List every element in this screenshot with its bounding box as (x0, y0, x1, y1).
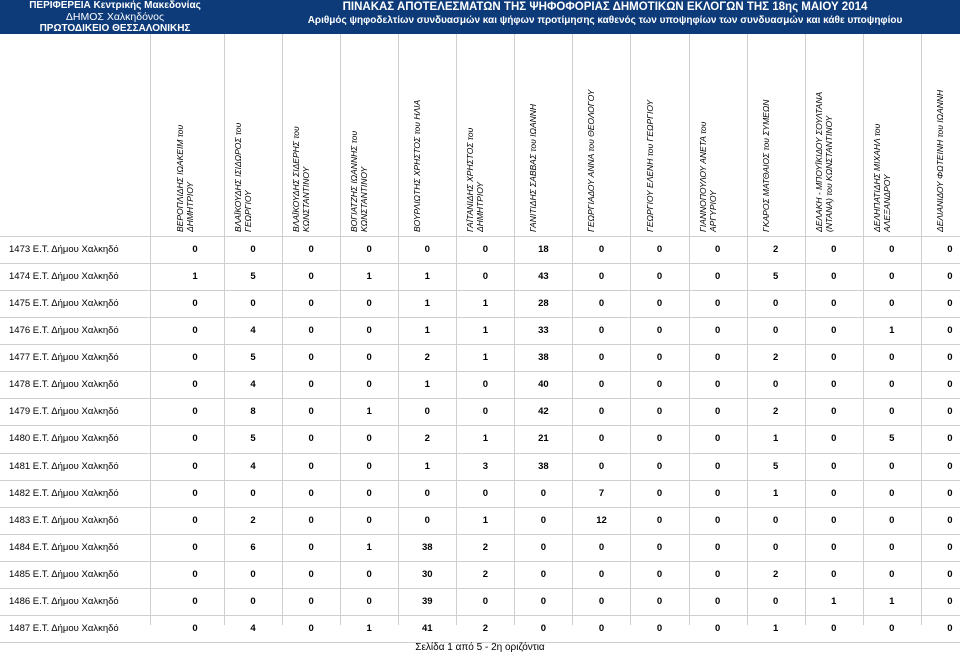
vote-count-cell: 0 (773, 379, 779, 391)
vote-count-cell: 0 (192, 541, 198, 553)
vote-count-cell: 0 (947, 622, 953, 634)
vote-count-cell: 0 (656, 271, 663, 283)
vote-count-cell: 4 (250, 379, 256, 391)
vote-count-cell: 0 (598, 352, 605, 364)
vote-count-cell: 0 (366, 352, 372, 364)
vote-count-cell: 0 (482, 244, 488, 255)
vote-count-cell: 0 (308, 541, 314, 553)
table-row (0, 595, 960, 609)
table-row (0, 432, 960, 446)
vote-count-cell: 0 (598, 541, 605, 553)
vote-count-cell: 2 (773, 352, 779, 364)
table-row (0, 622, 960, 636)
vote-count-cell: 0 (540, 622, 547, 634)
vote-count-cell: 5 (889, 433, 895, 445)
vote-count-cell: 0 (947, 325, 953, 337)
candidate-name-line: ΓΑΝΙΤΙΔΗΣ ΣΑΒΒΑΣ του ΙΩΑΝΝΗ (528, 103, 539, 232)
vote-count-cell: 0 (308, 379, 314, 391)
polling-station-name: 1485 Ε.Τ. Δήμου Χαλκηδό (9, 568, 119, 580)
vote-count-cell: 0 (308, 433, 314, 445)
org-region: ΠΕΡΙΦΕΡΕΙΑ Κεντρικής Μακεδονίας (29, 0, 201, 11)
document-title: ΠΙΝΑΚΑΣ ΑΠΟΤΕΛΕΣΜΑΤΩΝ ΤΗΣ ΨΗΦΟΦΟΡΙΑΣ ΔΗΜΟΤΙΚΩΝ ΕΚΛΟΓΩΝ ΤΗΣ 18ης ΜΑΙΟΥ 2014 (342, 1, 868, 13)
vote-count-cell: 1 (366, 406, 372, 418)
vote-count-cell: 0 (540, 568, 547, 580)
polling-station-name: 1479 Ε.Τ. Δήμου Χαλκηδό (9, 406, 119, 418)
vote-count-cell: 0 (656, 298, 663, 310)
table-row (0, 514, 960, 528)
vote-count-cell: 28 (538, 298, 549, 310)
vote-count-cell: 1 (482, 514, 488, 526)
vote-count-cell: 0 (366, 595, 372, 607)
vote-count-cell: 1 (482, 352, 488, 364)
vote-count-cell: 0 (831, 325, 837, 337)
candidate-name-line: ΓΚΑΡΟΣ ΜΑΤΘΑΙΟΣ του ΣΥΜΕΩΝ (760, 99, 771, 232)
vote-count-cell: 2 (250, 514, 256, 526)
vote-count-cell: 0 (831, 622, 837, 634)
table-row (0, 324, 960, 338)
polling-station-name: 1484 Ε.Τ. Δήμου Χαλκηδό (9, 541, 119, 553)
vote-count-cell: 0 (889, 379, 895, 391)
vote-count-cell: 0 (424, 244, 430, 255)
vote-count-cell: 0 (889, 271, 895, 283)
candidate-name-line: ΓΕΩΡΓΙΑΔΟΥ ΑΝΝΑ του ΘΕΟΛΟΓΟΥ (586, 89, 597, 232)
vote-count-cell: 0 (773, 595, 779, 607)
table-row (0, 487, 960, 501)
vote-count-cell: 5 (250, 271, 256, 283)
vote-count-cell: 0 (250, 487, 256, 499)
vote-count-cell: 0 (889, 352, 895, 364)
vote-count-cell: 0 (598, 568, 605, 580)
candidate-name-line: ΓΑΪΤΑΝΙΔΗΣ ΧΡΗΣΤΟΣ του (465, 127, 476, 232)
vote-count-cell: 0 (714, 487, 721, 499)
vote-count-cell: 0 (192, 622, 198, 634)
vote-count-cell: 40 (538, 379, 549, 391)
vote-count-cell: 0 (598, 325, 605, 337)
vote-count-cell: 3 (482, 460, 488, 472)
polling-station-name: 1486 Ε.Τ. Δήμου Χαλκηδό (9, 595, 119, 607)
vote-count-cell: 33 (538, 325, 549, 337)
vote-count-cell: 0 (366, 379, 372, 391)
vote-count-cell: 2 (482, 622, 488, 634)
vote-count-cell: 18 (538, 244, 549, 255)
vote-count-cell: 0 (308, 244, 314, 255)
vote-count-cell: 0 (308, 325, 314, 337)
polling-station-name: 1475 Ε.Τ. Δήμου Χαλκηδό (9, 298, 119, 310)
vote-count-cell: 0 (889, 298, 895, 310)
vote-count-cell: 41 (421, 622, 433, 634)
candidate-name-line: ΓΙΑΝΝΟΠΟΥΛΟΥ ΑΝΕΤΑ του (697, 121, 708, 232)
candidate-name-line: ΑΡΓΥΡΙΟΥ (707, 190, 718, 232)
candidate-name-line: (ΝΤΑΝΑ) του ΚΩΝΣΤΑΝΤΙΝΟΥ (823, 115, 834, 232)
vote-count-cell: 0 (947, 568, 953, 580)
vote-count-cell: 0 (947, 298, 953, 310)
vote-count-cell: 0 (308, 406, 314, 418)
vote-count-cell: 0 (714, 595, 721, 607)
vote-count-cell: 0 (831, 568, 837, 580)
vote-count-cell: 0 (714, 271, 721, 283)
polling-station-name: 1483 Ε.Τ. Δήμου Χαλκηδό (9, 514, 119, 526)
vote-count-cell: 1 (889, 595, 895, 607)
vote-count-cell: 0 (540, 595, 547, 607)
vote-count-cell: 0 (366, 460, 372, 472)
vote-count-cell: 0 (831, 487, 837, 499)
table-row (0, 568, 960, 582)
organization-block (0, 0, 230, 35)
vote-count-cell: 0 (831, 541, 837, 553)
vote-count-cell: 0 (656, 622, 663, 634)
vote-count-cell: 0 (482, 487, 488, 499)
vote-count-cell: 0 (366, 487, 372, 499)
row-separator (0, 263, 960, 264)
vote-count-cell: 1 (366, 622, 372, 634)
vote-count-cell: 0 (192, 244, 198, 255)
vote-count-cell: 2 (424, 352, 430, 364)
row-separator (0, 344, 960, 345)
org-municipality: ΔΗΜΟΣ Χαλκηδόνος (65, 10, 165, 23)
vote-count-cell: 0 (714, 514, 721, 526)
vote-count-cell: 0 (831, 514, 837, 526)
candidate-name-line: ΒΛΑΪΚΟΥΔΗΣ ΣΙΔΕΡΗΣ του (291, 126, 302, 232)
polling-station-name: 1487 Ε.Τ. Δήμου Χαλκηδό (9, 622, 119, 634)
vote-count-cell: 0 (366, 514, 372, 526)
candidate-name-line: ΔΗΜΗΤΡΙΟΥ (185, 181, 195, 232)
vote-count-cell: 0 (947, 244, 953, 255)
candidate-name-line: ΓΕΩΡΓΙΟΥ ΕΛΕΝΗ του ΓΕΩΡΓΙΟΥ (644, 99, 655, 232)
vote-count-cell: 0 (192, 568, 198, 580)
vote-count-cell: 0 (656, 379, 663, 391)
vote-count-cell: 0 (250, 595, 256, 607)
vote-count-cell: 0 (831, 406, 837, 418)
vote-count-cell: 2 (773, 244, 779, 255)
vote-count-cell: 4 (250, 622, 256, 634)
row-separator (0, 534, 960, 535)
vote-count-cell: 0 (889, 406, 895, 418)
vote-count-cell: 0 (773, 514, 779, 526)
vote-count-cell: 0 (250, 568, 256, 580)
vote-count-cell: 0 (947, 379, 953, 391)
vote-count-cell: 2 (424, 433, 430, 445)
row-separator (0, 236, 960, 237)
table-row (0, 243, 960, 257)
table-row (0, 351, 960, 365)
vote-count-cell: 0 (308, 595, 314, 607)
vote-count-cell: 0 (192, 379, 198, 391)
vote-count-cell: 1 (773, 622, 779, 634)
vote-count-cell: 0 (598, 595, 605, 607)
vote-count-cell: 5 (773, 460, 779, 472)
candidate-name-line: ΒΟΓΙΑΤΖΗΣ ΙΩΑΝΝΗΣ του (349, 130, 360, 232)
vote-count-cell: 5 (773, 271, 779, 283)
vote-count-cell: 0 (366, 433, 372, 445)
vote-count-cell: 1 (482, 325, 488, 337)
vote-count-cell: 1 (424, 298, 430, 310)
vote-count-cell: 0 (540, 487, 547, 499)
row-separator (0, 371, 960, 372)
vote-count-cell: 2 (482, 541, 488, 553)
vote-count-cell: 0 (308, 271, 314, 283)
vote-count-cell: 0 (714, 379, 721, 391)
vote-count-cell: 0 (656, 487, 663, 499)
vote-count-cell: 0 (308, 514, 314, 526)
row-separator (0, 588, 960, 589)
vote-count-cell: 0 (366, 298, 372, 310)
vote-count-cell: 0 (714, 433, 721, 445)
vote-count-cell: 0 (714, 244, 721, 255)
vote-count-cell: 0 (714, 325, 721, 337)
candidate-name-line: ΔΕΛΑΚΗ - ΜΠΟΥΪΚΙΔΟΥ ΣΟΥΛΤΑΝΑ (813, 91, 824, 232)
vote-count-cell: 0 (598, 244, 605, 255)
polling-station-name: 1481 Ε.Τ. Δήμου Χαλκηδό (9, 460, 119, 472)
vote-count-cell: 5 (250, 433, 256, 445)
polling-station-name: 1482 Ε.Τ. Δήμου Χαλκηδό (9, 487, 119, 499)
vote-count-cell: 0 (947, 406, 953, 418)
candidate-name-line: ΑΛΕΞΑΝΔΡΟΥ (881, 174, 892, 232)
vote-count-cell: 0 (308, 352, 314, 364)
vote-count-cell: 0 (366, 568, 372, 580)
vote-count-cell: 0 (598, 622, 605, 634)
vote-count-cell: 0 (714, 568, 721, 580)
vote-count-cell: 1 (424, 271, 430, 283)
row-separator (0, 317, 960, 318)
vote-count-cell: 1 (482, 433, 488, 445)
vote-count-cell: 0 (192, 460, 198, 472)
vote-count-cell: 38 (538, 352, 549, 364)
vote-count-cell: 0 (482, 379, 488, 391)
vote-count-cell: 0 (947, 433, 953, 445)
candidate-name-line: ΚΩΝΣΤΑΝΤΙΝΟΥ (359, 166, 370, 232)
vote-count-cell: 0 (540, 514, 547, 526)
row-separator (0, 561, 960, 562)
vote-count-cell: 0 (192, 352, 198, 364)
vote-count-cell: 4 (250, 325, 256, 337)
vote-count-cell: 0 (889, 541, 895, 553)
vote-count-cell: 0 (947, 595, 953, 607)
row-separator (0, 425, 960, 426)
org-court: ΠΡΩΤΟΔΙΚΕΙΟ ΘΕΣΣΑΛΟΝΙΚΗΣ (39, 23, 191, 34)
polling-station-name: 1474 Ε.Τ. Δήμου Χαλκηδό (9, 271, 119, 283)
vote-count-cell: 0 (714, 622, 721, 634)
vote-count-cell: 0 (250, 244, 256, 255)
vote-count-cell: 0 (482, 271, 488, 283)
vote-count-cell: 0 (831, 271, 837, 283)
vote-count-cell: 0 (192, 487, 198, 499)
vote-count-cell: 1 (889, 325, 895, 337)
vote-count-cell: 0 (947, 514, 953, 526)
row-separator (0, 398, 960, 399)
vote-count-cell: 0 (714, 541, 721, 553)
vote-count-cell: 43 (538, 271, 549, 283)
vote-count-cell: 0 (831, 379, 837, 391)
polling-station-name: 1476 Ε.Τ. Δήμου Χαλκηδό (9, 325, 119, 337)
row-separator (0, 507, 960, 508)
table-row (0, 405, 960, 419)
vote-count-cell: 0 (192, 514, 198, 526)
vote-count-cell: 0 (656, 514, 663, 526)
vote-count-cell: 0 (192, 433, 198, 445)
vote-count-cell: 0 (947, 487, 953, 499)
candidate-name-line: ΒΛΑΪΚΟΥΔΗΣ ΙΣΙΔΩΡΟΣ του (233, 122, 244, 232)
vote-count-cell: 2 (773, 406, 779, 418)
vote-count-cell: 0 (598, 271, 605, 283)
candidate-name-line: ΔΕΛΗΠΑΤΙΔΗΣ ΜΙΧΑΗΛ του (871, 123, 882, 232)
vote-count-cell: 1 (192, 271, 198, 283)
vote-count-cell: 2 (773, 568, 779, 580)
vote-count-cell: 0 (598, 460, 605, 472)
vote-count-cell: 0 (598, 433, 605, 445)
row-separator (0, 453, 960, 454)
vote-count-cell: 0 (889, 514, 895, 526)
vote-count-cell: 38 (421, 541, 433, 553)
vote-count-cell: 4 (250, 460, 256, 472)
vote-count-cell: 0 (656, 352, 663, 364)
vote-count-cell: 0 (714, 406, 721, 418)
vote-count-cell: 0 (308, 460, 314, 472)
vote-count-cell: 1 (424, 460, 430, 472)
vote-count-cell: 0 (947, 460, 953, 472)
vote-count-cell: 1 (831, 595, 837, 607)
vote-count-cell: 42 (538, 406, 549, 418)
vote-count-cell: 0 (656, 460, 663, 472)
vote-count-cell: 0 (889, 622, 895, 634)
vote-count-cell: 0 (308, 298, 314, 310)
vote-count-cell: 0 (656, 595, 663, 607)
vote-count-cell: 0 (308, 622, 314, 634)
vote-count-cell: 39 (421, 595, 433, 607)
candidate-name-line: ΒΟΥΡΛΙΩΤΗΣ ΧΡΗΣΤΟΣ του ΗΛΙΑ (412, 99, 423, 232)
vote-count-cell: 0 (482, 595, 488, 607)
vote-count-cell: 7 (598, 487, 605, 499)
table-row (0, 460, 960, 474)
vote-count-cell: 0 (598, 406, 605, 418)
vote-count-cell: 0 (192, 595, 198, 607)
vote-count-cell: 1 (424, 325, 430, 337)
vote-count-cell: 0 (831, 298, 837, 310)
vote-count-cell: 0 (889, 568, 895, 580)
vote-count-cell: 2 (482, 568, 488, 580)
vote-count-cell: 0 (773, 325, 779, 337)
vote-count-cell: 1 (366, 271, 372, 283)
vote-count-cell: 0 (656, 406, 663, 418)
vote-count-cell: 0 (714, 298, 721, 310)
vote-count-cell: 0 (424, 514, 430, 526)
vote-count-cell: 1 (773, 487, 779, 499)
vote-count-cell: 0 (424, 487, 430, 499)
vote-count-cell: 0 (192, 406, 198, 418)
vote-count-cell: 0 (250, 298, 256, 310)
vote-count-cell: 1 (366, 541, 372, 553)
vote-count-cell: 0 (598, 379, 605, 391)
candidate-name-line: ΒΕΡΟΠΛΙΔΗΣ ΙΩΑΚΕΙΜ του (175, 124, 185, 232)
vote-count-cell: 0 (192, 298, 198, 310)
candidate-name-line: ΚΩΝΣΤΑΝΤΙΝΟΥ (301, 166, 312, 232)
vote-count-cell: 0 (889, 487, 895, 499)
vote-count-cell: 21 (538, 433, 549, 445)
polling-station-name: 1478 Ε.Τ. Δήμου Χαλκηδό (9, 379, 119, 391)
vote-count-cell: 0 (889, 460, 895, 472)
vote-count-cell: 0 (482, 406, 488, 418)
document-subtitle: Αριθμός ψηφοδελτίων συνδυασμών και ψήφων προτίμησης καθενός των υποψηφίων των συνδυασμών και κάθε υποψηφίου (307, 15, 903, 26)
vote-count-cell: 0 (366, 244, 372, 255)
vote-count-cell: 0 (656, 433, 663, 445)
row-separator (0, 480, 960, 481)
vote-count-cell: 12 (596, 514, 607, 526)
candidate-name-line: ΔΗΜΗΤΡΙΟΥ (475, 181, 486, 232)
vote-count-cell: 6 (250, 541, 256, 553)
vote-count-cell: 0 (889, 244, 895, 255)
vote-count-cell: 0 (656, 244, 663, 255)
vote-count-cell: 1 (424, 379, 430, 391)
vote-count-cell: 30 (421, 568, 433, 580)
document-titles (250, 0, 960, 28)
vote-count-cell: 0 (366, 325, 372, 337)
vote-count-cell: 0 (540, 541, 547, 553)
table-row (0, 378, 960, 392)
vote-count-cell: 0 (947, 271, 953, 283)
vote-count-cell: 0 (308, 487, 314, 499)
vote-count-cell: 8 (250, 406, 256, 418)
row-separator (0, 290, 960, 291)
table-row (0, 297, 960, 311)
candidate-name-line: ΔΕΛΙΑΝΙΔΟΥ ΦΩΤΕΙΝΗ του ΙΩΑΝΝΗ (934, 89, 945, 232)
vote-count-cell: 1 (773, 433, 779, 445)
vote-count-cell: 38 (538, 460, 549, 472)
page-footer: Σελίδα 1 από 5 - 2η οριζόντια (415, 642, 545, 653)
vote-count-cell: 0 (192, 325, 198, 337)
vote-count-cell: 0 (656, 325, 663, 337)
vote-count-cell: 0 (773, 541, 779, 553)
table-row (0, 541, 960, 555)
vote-count-cell: 0 (714, 352, 721, 364)
vote-count-cell: 0 (424, 406, 430, 418)
vote-count-cell: 0 (947, 352, 953, 364)
vote-count-cell: 0 (947, 541, 953, 553)
vote-count-cell: 0 (831, 244, 837, 255)
vote-count-cell: 0 (831, 460, 837, 472)
vote-count-cell: 0 (773, 298, 779, 310)
vote-count-cell: 1 (482, 298, 488, 310)
polling-station-name: 1477 Ε.Τ. Δήμου Χαλκηδό (9, 352, 119, 364)
candidate-name-line: ΓΕΩΡΓΙΟΥ (243, 190, 254, 232)
vote-count-cell: 0 (656, 541, 663, 553)
vote-count-cell: 0 (308, 568, 314, 580)
polling-station-name: 1473 Ε.Τ. Δήμου Χαλκηδό (9, 244, 119, 255)
vote-count-cell: 0 (656, 568, 663, 580)
vote-count-cell: 0 (831, 352, 837, 364)
vote-count-cell: 0 (714, 460, 721, 472)
row-separator (0, 615, 960, 616)
vote-count-cell: 5 (250, 352, 256, 364)
vote-count-cell: 0 (598, 298, 605, 310)
vote-count-cell: 0 (831, 433, 837, 445)
table-row (0, 270, 960, 284)
polling-station-name: 1480 Ε.Τ. Δήμου Χαλκηδό (9, 433, 119, 445)
